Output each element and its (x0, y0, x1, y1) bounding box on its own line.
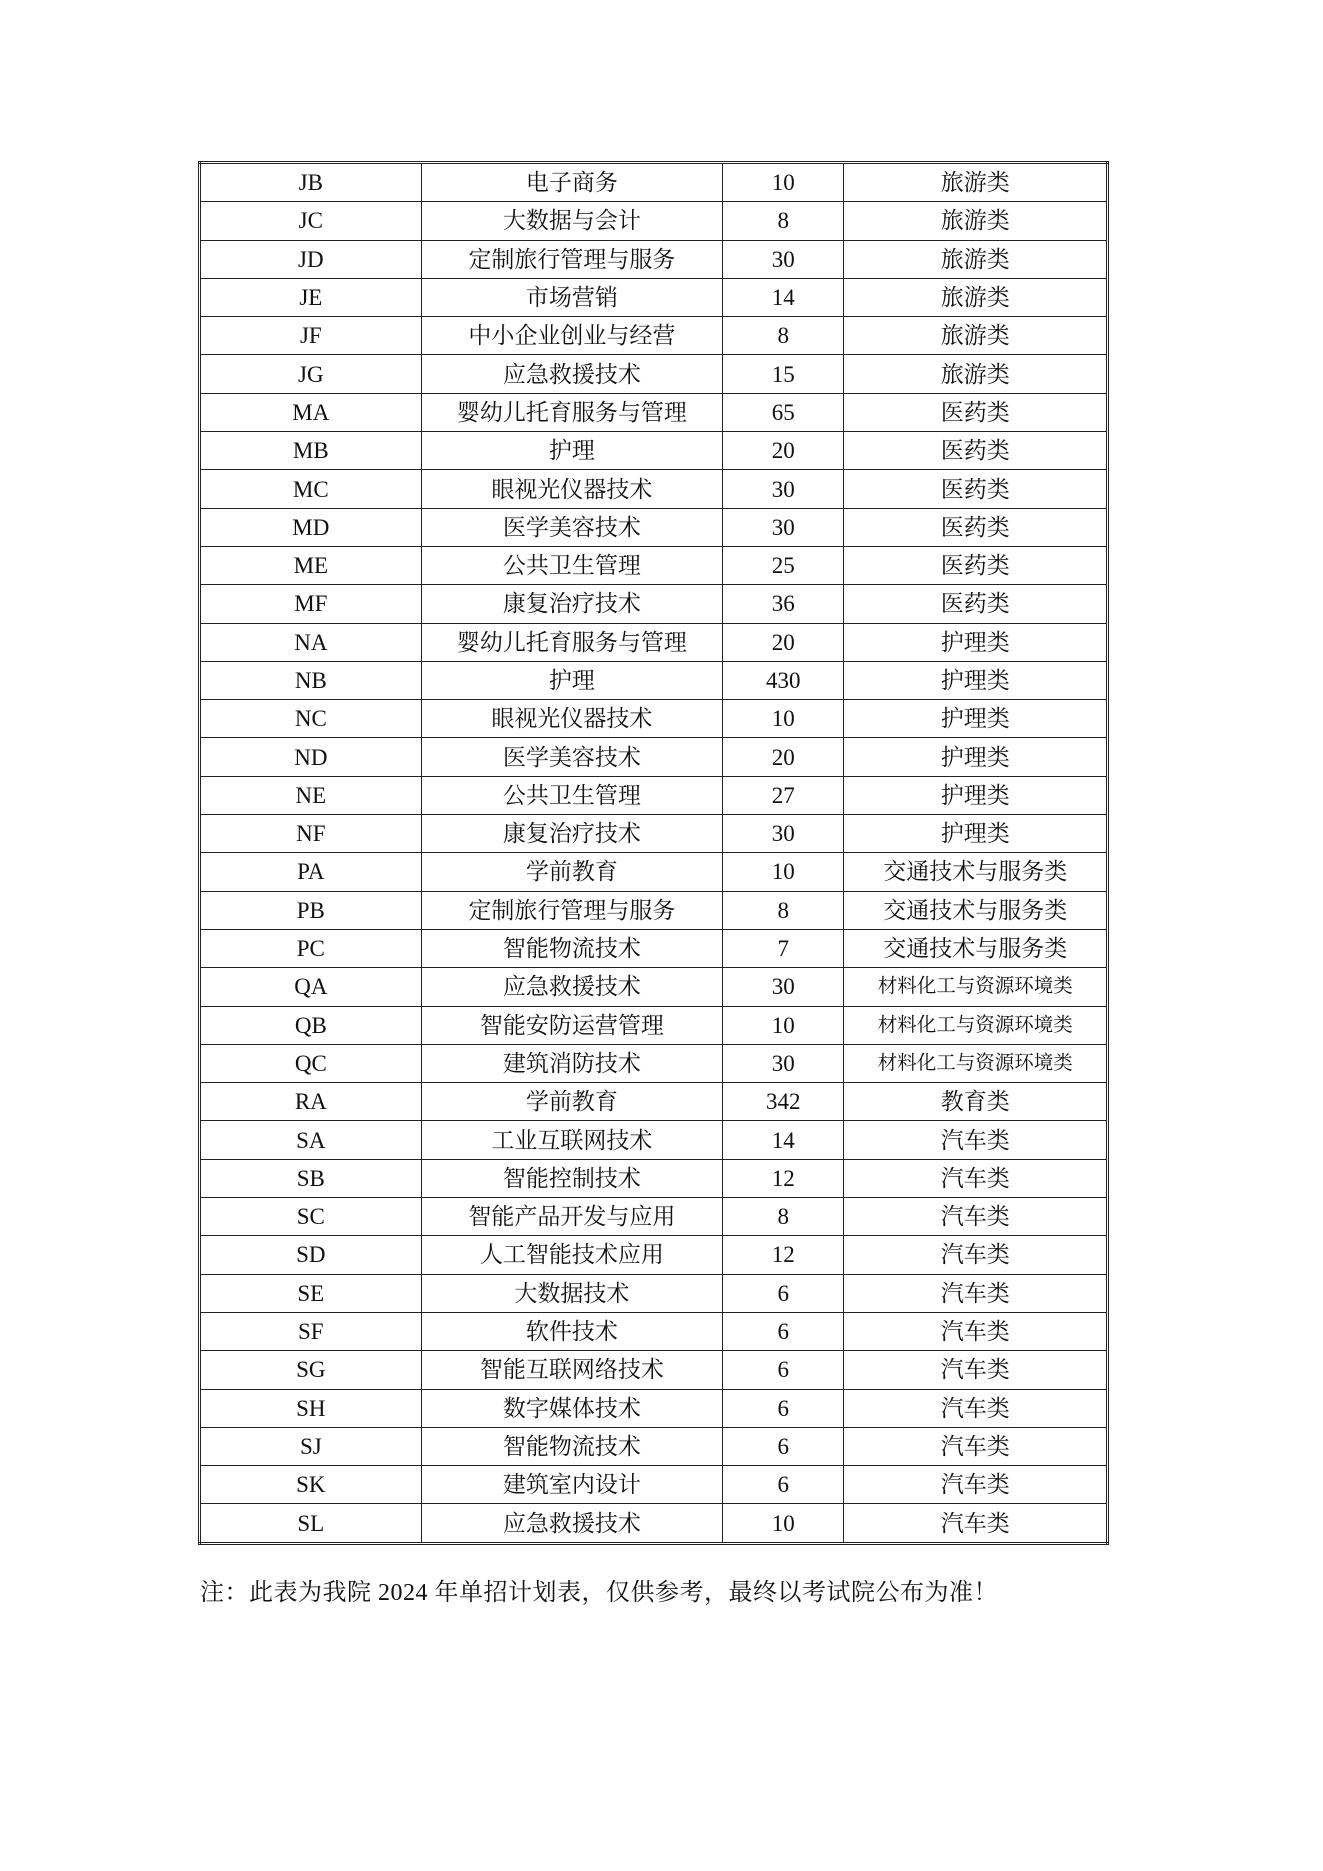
code-cell: SA (200, 1121, 422, 1159)
table-row (200, 1159, 1108, 1197)
code-cell: NF (200, 815, 422, 853)
category-cell: 医药类 (844, 508, 1108, 546)
code-cell: JB (200, 163, 422, 202)
table-row (200, 1236, 1108, 1274)
code-cell: SK (200, 1466, 422, 1504)
category-cell: 旅游类 (844, 355, 1108, 393)
code-cell: PB (200, 891, 422, 929)
table-row (200, 700, 1108, 738)
code-cell: NE (200, 776, 422, 814)
major-cell: 婴幼儿托育服务与管理 (421, 623, 722, 661)
category-cell: 旅游类 (844, 202, 1108, 240)
quota-cell: 15 (723, 355, 844, 393)
category-cell: 交通技术与服务类 (844, 891, 1108, 929)
major-cell: 应急救援技术 (421, 968, 722, 1006)
major-cell: 护理 (421, 661, 722, 699)
quota-cell: 30 (723, 1044, 844, 1082)
code-cell: MA (200, 393, 422, 431)
code-cell: JE (200, 278, 422, 316)
category-cell: 交通技术与服务类 (844, 853, 1108, 891)
code-cell: JC (200, 202, 422, 240)
code-cell: MF (200, 585, 422, 623)
major-cell: 建筑室内设计 (421, 1466, 722, 1504)
major-cell: 定制旅行管理与服务 (421, 240, 722, 278)
table-row (200, 1083, 1108, 1121)
table-row (200, 929, 1108, 967)
major-cell: 应急救援技术 (421, 1504, 722, 1543)
major-cell: 智能安防运营管理 (421, 1006, 722, 1044)
category-cell: 材料化工与资源环境类 (844, 1006, 1108, 1044)
quota-cell: 6 (723, 1351, 844, 1389)
major-cell: 中小企业创业与经营 (421, 317, 722, 355)
major-cell: 市场营销 (421, 278, 722, 316)
code-cell: QB (200, 1006, 422, 1044)
code-cell: RA (200, 1083, 422, 1121)
table-row (200, 738, 1108, 776)
category-cell: 汽车类 (844, 1504, 1108, 1543)
category-cell: 教育类 (844, 1083, 1108, 1121)
major-cell: 软件技术 (421, 1312, 722, 1350)
code-cell: PC (200, 929, 422, 967)
major-cell: 学前教育 (421, 1083, 722, 1121)
major-cell: 数字媒体技术 (421, 1389, 722, 1427)
code-cell: JF (200, 317, 422, 355)
category-cell: 汽车类 (844, 1351, 1108, 1389)
quota-cell: 10 (723, 853, 844, 891)
table-row (200, 1466, 1108, 1504)
quota-cell: 27 (723, 776, 844, 814)
quota-cell: 14 (723, 278, 844, 316)
code-cell: MB (200, 432, 422, 470)
table-row (200, 776, 1108, 814)
table-row (200, 891, 1108, 929)
category-cell: 材料化工与资源环境类 (844, 968, 1108, 1006)
major-cell: 人工智能技术应用 (421, 1236, 722, 1274)
table-row (200, 355, 1108, 393)
category-cell: 汽车类 (844, 1274, 1108, 1312)
code-cell: NB (200, 661, 422, 699)
code-cell: SF (200, 1312, 422, 1350)
table-row (200, 1427, 1108, 1465)
code-cell: SC (200, 1198, 422, 1236)
quota-cell: 6 (723, 1466, 844, 1504)
code-cell: PA (200, 853, 422, 891)
quota-cell: 8 (723, 317, 844, 355)
table-row (200, 1044, 1108, 1082)
quota-cell: 30 (723, 968, 844, 1006)
category-cell: 护理类 (844, 661, 1108, 699)
category-cell: 汽车类 (844, 1236, 1108, 1274)
code-cell: JG (200, 355, 422, 393)
major-cell: 电子商务 (421, 163, 722, 202)
category-cell: 护理类 (844, 776, 1108, 814)
quota-cell: 10 (723, 163, 844, 202)
table-row (200, 432, 1108, 470)
code-cell: ND (200, 738, 422, 776)
table-row (200, 623, 1108, 661)
major-cell: 公共卫生管理 (421, 776, 722, 814)
table-row (200, 1504, 1108, 1543)
table-row (200, 1006, 1108, 1044)
code-cell: NC (200, 700, 422, 738)
quota-cell: 8 (723, 202, 844, 240)
code-cell: QC (200, 1044, 422, 1082)
major-cell: 医学美容技术 (421, 738, 722, 776)
table-row (200, 815, 1108, 853)
category-cell: 医药类 (844, 470, 1108, 508)
footnote: 注：此表为我院 2024 年单招计划表，仅供参考，最终以考试院公布为准！ (200, 1580, 998, 1606)
table-row (200, 278, 1108, 316)
quota-cell: 342 (723, 1083, 844, 1121)
quota-cell: 430 (723, 661, 844, 699)
category-cell: 旅游类 (844, 163, 1108, 202)
category-cell: 护理类 (844, 738, 1108, 776)
quota-cell: 10 (723, 700, 844, 738)
table-row (200, 968, 1108, 1006)
code-cell: ME (200, 546, 422, 584)
major-cell: 公共卫生管理 (421, 546, 722, 584)
table-row (200, 470, 1108, 508)
category-cell: 护理类 (844, 815, 1108, 853)
major-cell: 智能物流技术 (421, 1427, 722, 1465)
category-cell: 医药类 (844, 585, 1108, 623)
table-row (200, 317, 1108, 355)
table-row (200, 163, 1108, 202)
table-row (200, 202, 1108, 240)
category-cell: 汽车类 (844, 1427, 1108, 1465)
quota-cell: 20 (723, 432, 844, 470)
table-row (200, 661, 1108, 699)
table-row (200, 508, 1108, 546)
category-cell: 旅游类 (844, 240, 1108, 278)
major-cell: 护理 (421, 432, 722, 470)
quota-cell: 6 (723, 1274, 844, 1312)
code-cell: SL (200, 1504, 422, 1543)
quota-cell: 30 (723, 240, 844, 278)
major-cell: 眼视光仪器技术 (421, 470, 722, 508)
code-cell: SE (200, 1274, 422, 1312)
major-cell: 婴幼儿托育服务与管理 (421, 393, 722, 431)
code-cell: SH (200, 1389, 422, 1427)
table-row (200, 1274, 1108, 1312)
category-cell: 汽车类 (844, 1312, 1108, 1350)
quota-cell: 36 (723, 585, 844, 623)
category-cell: 医药类 (844, 546, 1108, 584)
category-cell: 旅游类 (844, 317, 1108, 355)
major-cell: 智能产品开发与应用 (421, 1198, 722, 1236)
category-cell: 汽车类 (844, 1389, 1108, 1427)
code-cell: MD (200, 508, 422, 546)
table-row (200, 546, 1108, 584)
table-row (200, 1198, 1108, 1236)
code-cell: SG (200, 1351, 422, 1389)
quota-cell: 20 (723, 623, 844, 661)
category-cell: 医药类 (844, 432, 1108, 470)
quota-cell: 25 (723, 546, 844, 584)
table-row (200, 393, 1108, 431)
table-row (200, 1351, 1108, 1389)
category-cell: 医药类 (844, 393, 1108, 431)
quota-cell: 30 (723, 470, 844, 508)
quota-cell: 8 (723, 1198, 844, 1236)
quota-cell: 30 (723, 815, 844, 853)
category-cell: 汽车类 (844, 1198, 1108, 1236)
quota-cell: 7 (723, 929, 844, 967)
category-cell: 护理类 (844, 623, 1108, 661)
quota-cell: 10 (723, 1006, 844, 1044)
category-cell: 汽车类 (844, 1159, 1108, 1197)
quota-cell: 6 (723, 1312, 844, 1350)
quota-cell: 6 (723, 1427, 844, 1465)
major-cell: 定制旅行管理与服务 (421, 891, 722, 929)
major-cell: 眼视光仪器技术 (421, 700, 722, 738)
quota-cell: 8 (723, 891, 844, 929)
table-row (200, 240, 1108, 278)
table-row (200, 853, 1108, 891)
category-cell: 汽车类 (844, 1466, 1108, 1504)
quota-cell: 10 (723, 1504, 844, 1543)
table-row (200, 585, 1108, 623)
code-cell: QA (200, 968, 422, 1006)
major-cell: 医学美容技术 (421, 508, 722, 546)
major-cell: 康复治疗技术 (421, 585, 722, 623)
major-cell: 智能控制技术 (421, 1159, 722, 1197)
category-cell: 汽车类 (844, 1121, 1108, 1159)
enrollment-plan-table (198, 161, 1109, 1545)
major-cell: 大数据与会计 (421, 202, 722, 240)
category-cell: 交通技术与服务类 (844, 929, 1108, 967)
quota-cell: 6 (723, 1389, 844, 1427)
quota-cell: 30 (723, 508, 844, 546)
code-cell: MC (200, 470, 422, 508)
major-cell: 大数据技术 (421, 1274, 722, 1312)
major-cell: 智能互联网络技术 (421, 1351, 722, 1389)
quota-cell: 12 (723, 1159, 844, 1197)
quota-cell: 12 (723, 1236, 844, 1274)
quota-cell: 20 (723, 738, 844, 776)
table-row (200, 1389, 1108, 1427)
table-row (200, 1121, 1108, 1159)
quota-cell: 14 (723, 1121, 844, 1159)
category-cell: 材料化工与资源环境类 (844, 1044, 1108, 1082)
code-cell: SJ (200, 1427, 422, 1465)
quota-cell: 65 (723, 393, 844, 431)
table-row (200, 1312, 1108, 1350)
code-cell: NA (200, 623, 422, 661)
major-cell: 学前教育 (421, 853, 722, 891)
major-cell: 应急救援技术 (421, 355, 722, 393)
code-cell: JD (200, 240, 422, 278)
category-cell: 旅游类 (844, 278, 1108, 316)
major-cell: 康复治疗技术 (421, 815, 722, 853)
major-cell: 智能物流技术 (421, 929, 722, 967)
category-cell: 护理类 (844, 700, 1108, 738)
code-cell: SD (200, 1236, 422, 1274)
code-cell: SB (200, 1159, 422, 1197)
major-cell: 建筑消防技术 (421, 1044, 722, 1082)
major-cell: 工业互联网技术 (421, 1121, 722, 1159)
